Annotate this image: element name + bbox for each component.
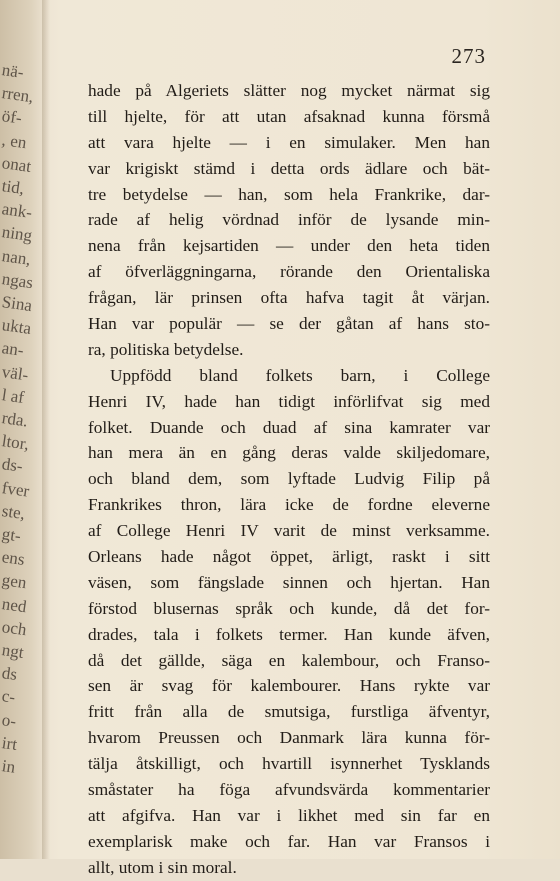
text-line: sen är svag för kalembourer. Hans rykte var <box>88 676 490 696</box>
bleed-fragment: ukta <box>0 315 33 339</box>
text-line: drades, tala i folkets termer. Han kunde äfven, <box>88 624 490 644</box>
bleed-fragment: och <box>0 616 28 640</box>
bleed-fragment: Sina <box>0 292 34 316</box>
bleed-fragment: gen <box>0 570 28 593</box>
text-line: rade af helig vördnad inför de lysande min- <box>88 210 490 230</box>
text-line: Frankrikes thron, lära icke de fordne eleverne <box>88 495 490 515</box>
text-line: tälja åtskilligt, och hvartill isynnerhet Tysklands <box>88 754 490 774</box>
page-number: 273 <box>451 44 486 68</box>
text-line: väsen, som fängslade sinnen och hjertan. Han <box>88 572 490 592</box>
text-line: att vara hjelte — i en simulaker. Men han <box>88 132 490 152</box>
bleed-fragment: ens <box>0 547 26 570</box>
bleed-fragment: ltor, <box>0 431 31 454</box>
bleed-fragment: rda. <box>0 408 30 431</box>
bleed-fragment: ned <box>0 593 28 616</box>
text-line: var krigiskt stämd i detta ords ädlare och bät- <box>88 158 490 178</box>
text-line: allt, utom i sin moral. <box>88 857 237 877</box>
text-line: hade på Algeriets slätter nog mycket närmat sig <box>88 81 490 100</box>
text-line: småstater ha föga afvundsvärda kommentarier <box>88 780 490 800</box>
bleed-fragment: tid, <box>0 176 26 199</box>
text-line: nena från kejsartiden — under den heta tiden <box>88 236 490 256</box>
bleed-fragment: gt- <box>0 524 23 546</box>
text-line: Henri IV, hade han tidigt införlifvat sig med <box>88 391 490 411</box>
bleed-fragment: o- <box>0 709 18 731</box>
bleed-fragment: ank- <box>0 199 34 223</box>
text-line: och bland dem, som lyftade Ludvig Filip på <box>88 469 490 489</box>
text-line: han mera än en gång deras valde skiljedomare, <box>88 443 490 463</box>
bleed-fragment: nan, <box>0 245 32 269</box>
text-line: att afgifva. Han var i likhet med sin far en <box>88 805 490 825</box>
bleed-fragment: , en <box>0 129 28 152</box>
bleed-fragment: in <box>0 756 17 777</box>
text-line: folket. Duande och duad af sina kamrater var <box>88 417 490 437</box>
text-line: tre betydelse — han, som hela Frankrike, dar- <box>88 184 490 204</box>
adjacent-page-bleed <box>0 60 44 780</box>
text-line: till hjelte, för att utan afsaknad kunna försmå <box>88 106 490 126</box>
text-line: då det gällde, säga en kalembour, och Franso- <box>88 650 490 670</box>
text-line: Han var populär — se der gåtan af hans sto- <box>88 314 490 334</box>
bleed-fragment: ngt <box>0 640 25 662</box>
text-line: fritt från alla de smutsiga, furstliga äfventyr, <box>88 702 490 722</box>
bleed-fragment: nä- <box>0 60 25 82</box>
text-line: af College Henri IV varit de minst verksamme. <box>88 521 490 541</box>
text-line: hvarom Preussen och Danmark lära kunna för- <box>88 728 490 748</box>
text-line: af öfverläggningarna, rörande den Orientaliska <box>88 262 490 282</box>
text-line: frågan, lär prinsen ofta hafva tagit åt värjan. <box>88 288 490 308</box>
bleed-fragment: onat <box>0 152 33 176</box>
body-text <box>88 78 490 881</box>
bleed-fragment: an- <box>0 338 25 361</box>
text-line: ra, politiska betydelse. <box>88 339 244 359</box>
text-line: exemplarisk make och far. Han var Fransos i <box>88 831 490 851</box>
bleed-fragment: ds <box>0 663 19 685</box>
bleed-fragment: ds- <box>0 454 24 477</box>
bleed-fragment: irt <box>0 732 19 754</box>
text-line: förstod blusernas språk och kunde, då det for- <box>88 598 490 618</box>
text-line: Orleans hade något öppet, ärligt, raskt i sitt <box>88 547 490 567</box>
bleed-fragment: väl- <box>0 361 30 385</box>
bleed-fragment: ngas <box>0 268 35 293</box>
bleed-fragment: rren, <box>0 83 35 107</box>
bleed-fragment: l af <box>0 384 26 407</box>
text-line: Uppfödd bland folkets barn, i College <box>110 365 490 385</box>
bleed-fragment: ste, <box>0 500 27 523</box>
bleed-fragment: fver <box>0 477 31 501</box>
bleed-fragment: c- <box>0 686 17 708</box>
bleed-fragment: öf- <box>0 106 24 129</box>
bleed-fragment: ning <box>0 222 34 246</box>
